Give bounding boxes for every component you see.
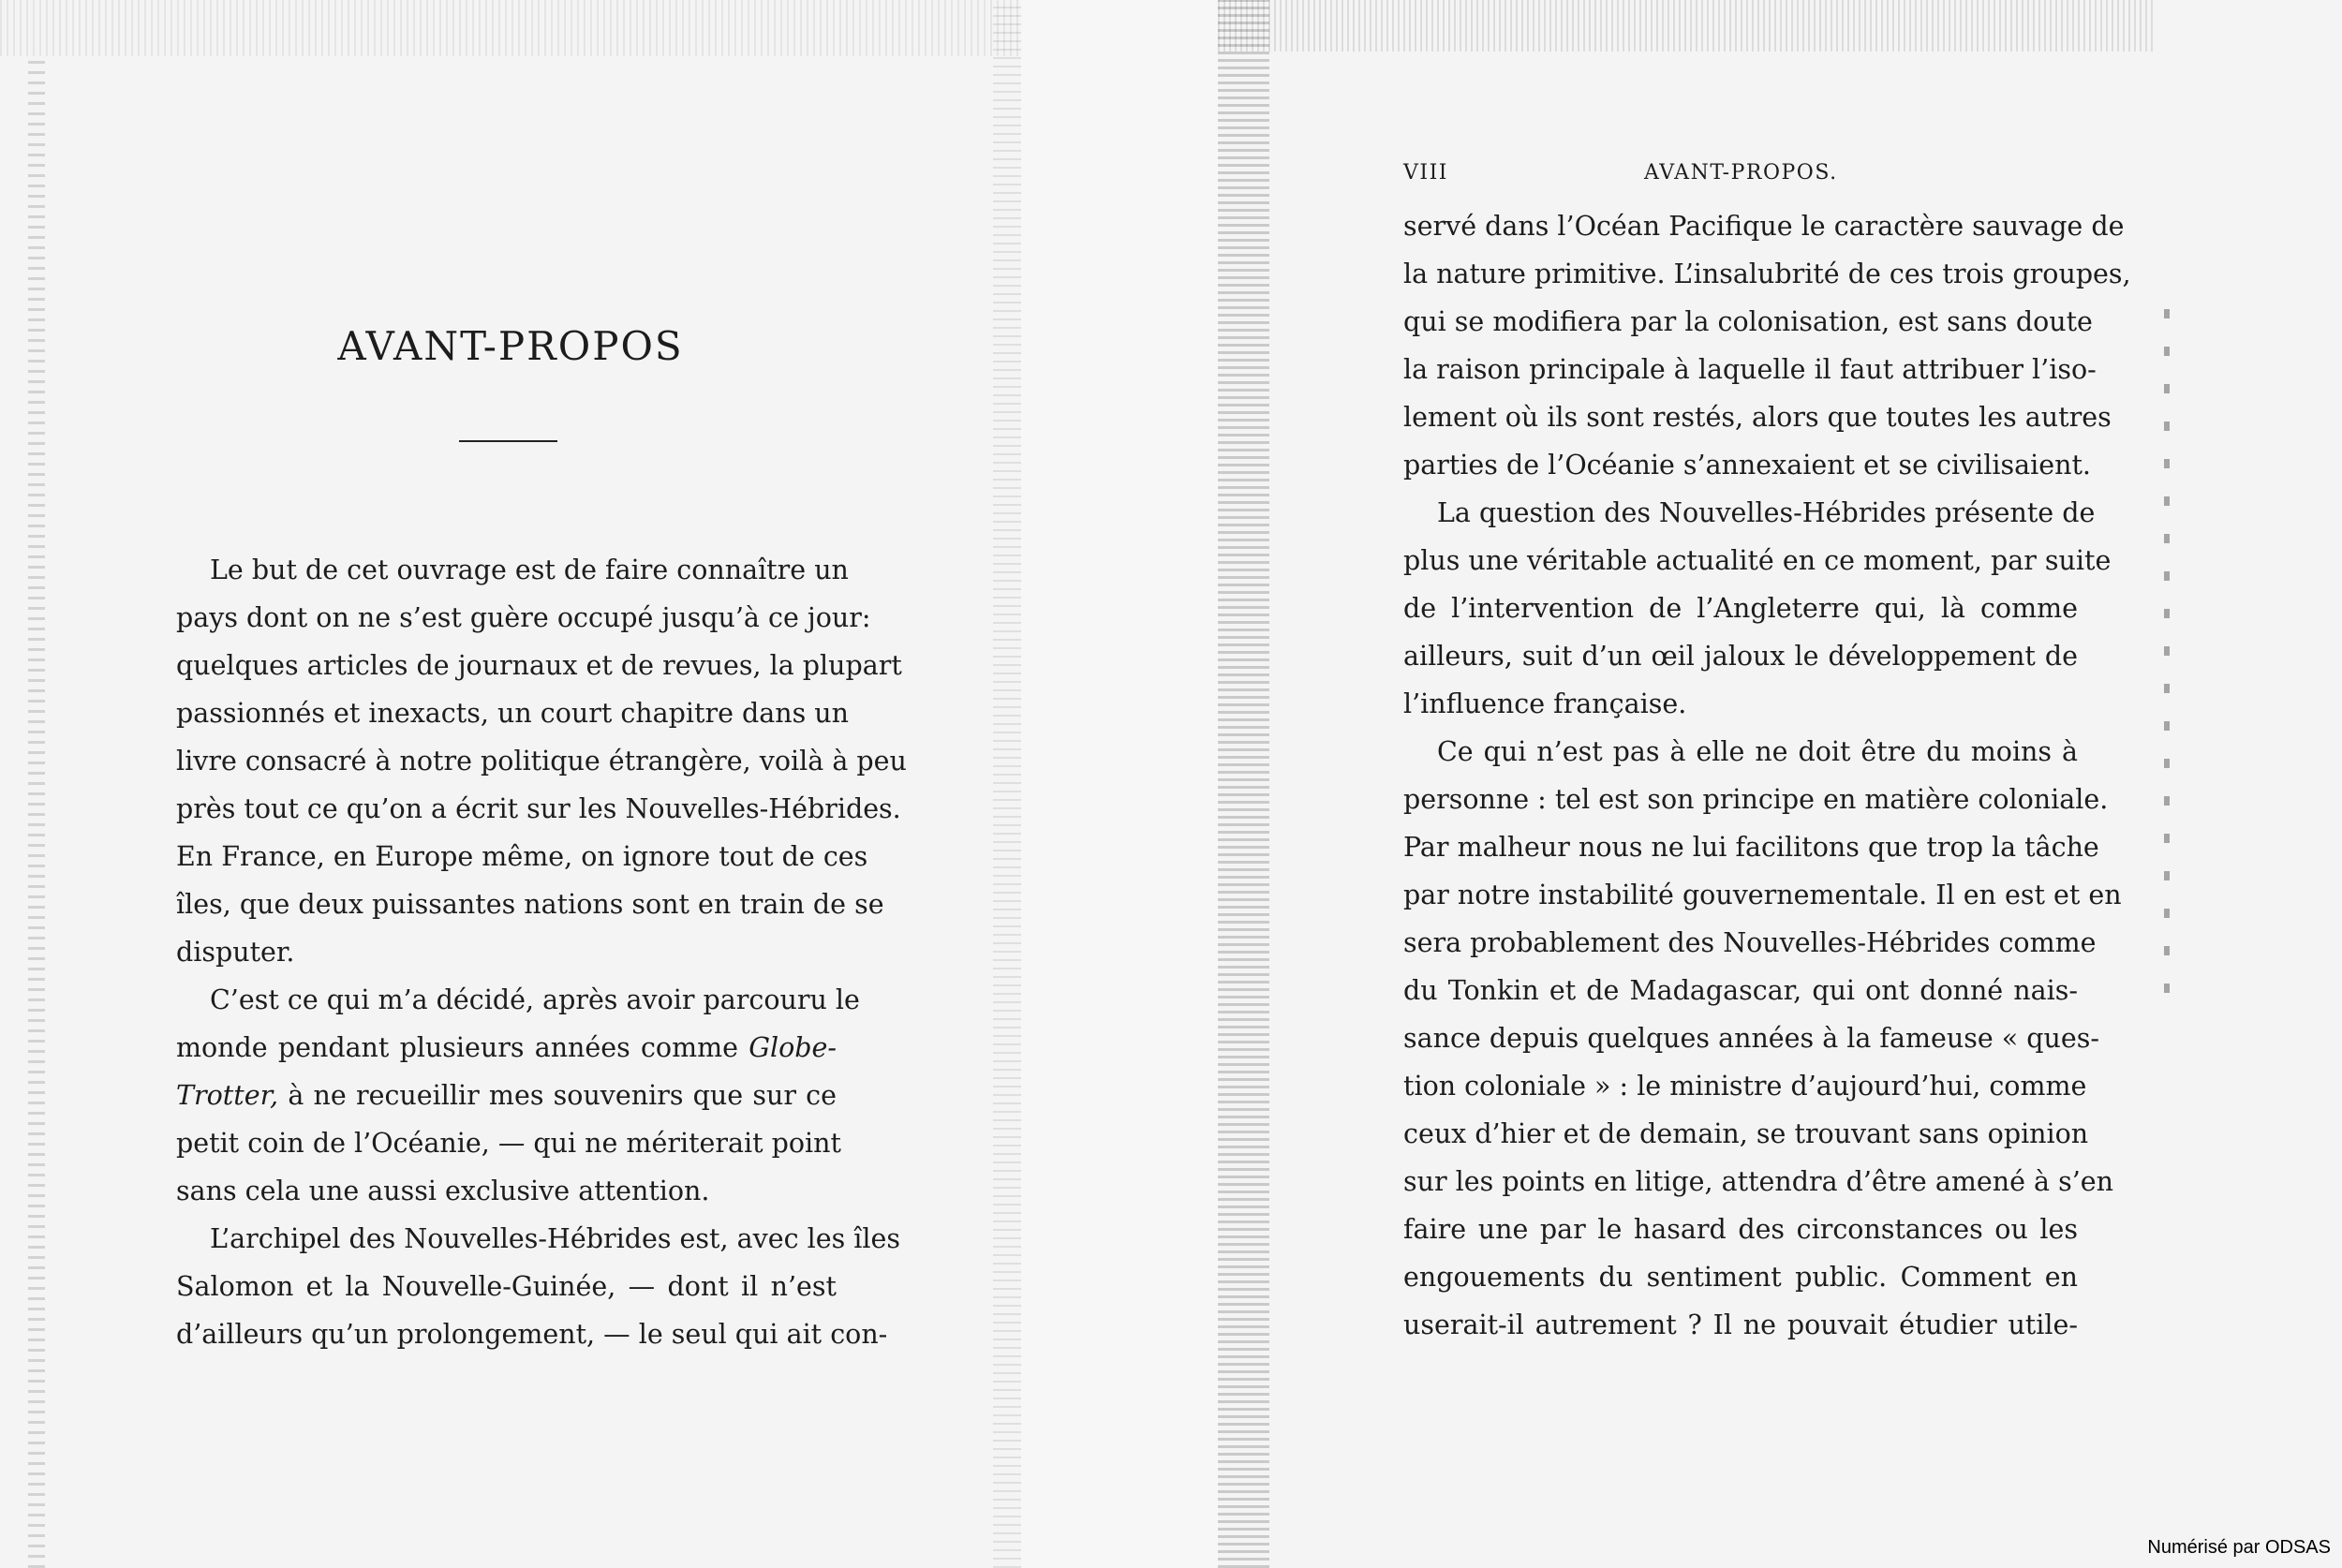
text-line: parties de l’Océanie s’annexaient et se civilisaient. (1403, 450, 2091, 481)
italic-term: Globe- (749, 1032, 837, 1063)
text-line: l’influence française. (1403, 688, 1687, 719)
text-line: ailleurs, suit d’un œil jaloux le développement de (1403, 641, 2078, 672)
right-page-body (1403, 202, 2131, 1349)
text-line: sur les points en litige, attendra d’être amené à s’en (1403, 1166, 2113, 1197)
heading-rule (459, 440, 557, 442)
text-line-with-italic (176, 1024, 837, 1072)
text-line: sera probablement des Nouvelles-Hébrides comme (1403, 927, 2097, 958)
text-line: disputer. (176, 937, 295, 968)
book-gutter (1021, 0, 1218, 1568)
text-line: la nature primitive. L’insalubrité de ces trois groupes, (1403, 259, 2131, 289)
text-line: près tout ce qu’on a écrit sur les Nouvelles-Hébrides. (176, 793, 901, 824)
text-line: du Tonkin et de Madagascar, qui ont donné nais- (1403, 975, 2078, 1006)
running-title: AVANT-PROPOS. (1644, 161, 1838, 185)
text-line: faire une par le hasard des circonstances ou les (1403, 1214, 2078, 1245)
text-line: En France, en Europe même, on ignore tout de ces (176, 841, 868, 872)
text-line-with-italic (176, 1072, 837, 1119)
text-line: petit coin de l’Océanie, — qui ne mériterait point (176, 1128, 841, 1159)
page-number: VIII (1403, 161, 1448, 185)
text-line: de l’intervention de l’Angleterre qui, là comme (1403, 593, 2078, 624)
text-line: personne : tel est son principe en matière coloniale. (1403, 784, 2109, 815)
text-segment: à ne recueillir mes souvenirs que sur ce (288, 1080, 837, 1111)
text-line: pays dont on ne s’est guère occupé jusqu’à ce jour: (176, 602, 871, 633)
text-line: d’ailleurs qu’un prolongement, — le seul qui ait con- (176, 1319, 888, 1350)
text-line: îles, que deux puissantes nations sont en train de se (176, 889, 884, 920)
text-line: engouements du sentiment public. Comment en (1403, 1262, 2078, 1293)
text-line: userait-il autrement ? Il ne pouvait étudier utile- (1403, 1309, 2078, 1340)
chapter-heading: AVANT-PROPOS (337, 323, 684, 369)
text-line: sans cela une aussi exclusive attention. (176, 1176, 710, 1206)
text-line: passionnés et inexacts, un court chapitre dans un (176, 698, 849, 729)
text-line: livre consacré à notre politique étrangère, voilà à peu (176, 746, 907, 777)
text-line: ceux d’hier et de demain, se trouvant sans opinion (1403, 1118, 2089, 1149)
text-line: Salomon et la Nouvelle-Guinée, — dont il n’est (176, 1271, 837, 1302)
left-page-body (176, 546, 907, 1358)
text-line: servé dans l’Océan Pacifique le caractère sauvage de (1403, 211, 2125, 242)
text-line: qui se modifiera par la colonisation, est sans doute (1403, 306, 2093, 337)
running-head (1403, 161, 1844, 199)
text-line: L’archipel des Nouvelles-Hébrides est, avec les îles (210, 1223, 900, 1254)
text-line: plus une véritable actualité en ce moment, par suite (1403, 545, 2112, 576)
text-line: Par malheur nous ne lui facilitons que trop la tâche (1403, 832, 2099, 863)
text-line: sance depuis quelques années à la fameuse « ques- (1403, 1023, 2099, 1054)
text-line: tion coloniale » : le ministre d’aujourd’hui, comme (1403, 1071, 2087, 1102)
text-line: lement où ils sont restés, alors que toutes les autres (1403, 402, 2112, 433)
digitization-credit: Numérisé par ODSAS (2147, 1537, 2331, 1558)
text-line: la raison principale à laquelle il faut attribuer l’iso- (1403, 354, 2097, 385)
text-line: La question des Nouvelles-Hébrides présente de (1437, 497, 2096, 528)
text-line: par notre instabilité gouvernementale. Il en est et en (1403, 880, 2122, 910)
text-line: quelques articles de journaux et de revues, la plupart (176, 650, 902, 681)
text-segment: monde pendant plusieurs années comme (176, 1032, 739, 1063)
italic-term: Trotter, (176, 1080, 279, 1111)
text-line: Ce qui n’est pas à elle ne doit être du moins à (1437, 736, 2078, 767)
text-line: Le but de cet ouvrage est de faire connaître un (210, 555, 849, 585)
text-line: C’est ce qui m’a décidé, après avoir parcouru le (210, 984, 860, 1015)
